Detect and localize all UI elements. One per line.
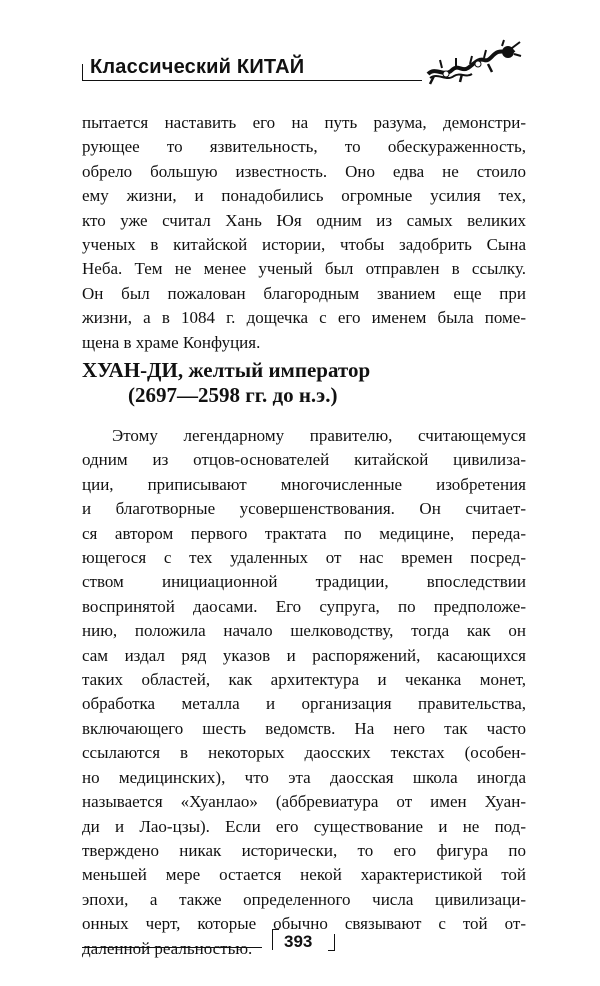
paragraph-line: онных черт, которые обычно связывают с той от-	[82, 914, 526, 934]
paragraph-line: одним из отцов-основателей китайской цивилиза-	[82, 450, 526, 470]
header-tick	[82, 64, 83, 81]
paragraph-2	[82, 424, 526, 961]
running-header	[82, 50, 522, 84]
page-number-bracket-right	[328, 934, 335, 951]
page-footer	[82, 918, 526, 958]
dragon-icon	[422, 38, 522, 88]
paragraph-line: ди и Лао-цзы). Если его существование и не под-	[82, 816, 526, 836]
paragraph-line: ему жизни, и понадобились огромные усилия тех,	[82, 186, 526, 206]
paragraph-line: ученых в китайской истории, чтобы задобрить Сына	[82, 235, 526, 255]
paragraph-line: тверждено никак исторически, то его фигура по	[82, 840, 526, 860]
paragraph-line: ся автором первого трактата по медицине, переда-	[82, 523, 526, 543]
header-rule	[82, 80, 422, 81]
paragraph-line: но медицинских), что эта даосская школа иногда	[82, 767, 526, 787]
paragraph-line: таких областей, как архитектура и чеканка монет,	[82, 670, 526, 690]
paragraph-line: нию, положила начало шелководству, тогда как он	[82, 621, 526, 641]
paragraph-line: ством инициационной традиции, впоследствии	[82, 572, 526, 592]
paragraph-line: воспринятой даосами. Его супруга, по предположе-	[82, 596, 526, 616]
section-title: ХУАН-ДИ, желтый император	[82, 358, 371, 382]
page-number: 393	[284, 932, 313, 951]
paragraph-line: Этому легендарному правителю, считающемуся	[112, 426, 526, 445]
paragraph-line: щена в храме Конфуция.	[82, 332, 261, 352]
paragraph-line: ции, приписывают многочисленные изобретения	[82, 474, 526, 494]
paragraph-line: ющегося с тех удаленных от нас времен посред-	[82, 548, 526, 568]
paragraph-line: обработка металла и организация правительства,	[82, 694, 526, 714]
paragraph-line: кто уже считал Хань Юя одним из самых великих	[82, 210, 526, 230]
paragraph-line: пытается наставить его на путь разума, демонстри-	[82, 113, 526, 132]
paragraph-line: и благотворные усовершенствования. Он считает-	[82, 499, 526, 519]
paragraph-line: включающего шесть ведомств. На него так часто	[82, 718, 526, 738]
paragraph-line: сам издал ряд указов и распоряжений, касающихся	[82, 645, 526, 665]
section-dates: (2697—2598 гг. до н.э.)	[128, 383, 338, 407]
footer-rule	[82, 947, 262, 948]
paragraph-line: называется «Хуанлао» (аббревиатура от имен Хуан-	[82, 792, 526, 812]
paragraph-line: эпохи, а также определенного числа цивилизаци-	[82, 889, 526, 909]
paragraph-line: жизни, а в 1084 г. дощечка с его именем была поме-	[82, 308, 526, 328]
paragraph-1	[82, 111, 526, 355]
paragraph-line: Он был пожалован благородным званием еще при	[82, 283, 526, 303]
paragraph-line: рующее то язвительность, то обескураженность,	[82, 137, 526, 157]
paragraph-line: ссылаются в некоторых даосских текстах (особен-	[82, 743, 526, 763]
paragraph-line: меньшей мере остается некой характеристикой той	[82, 865, 526, 885]
running-header-title: Классический КИТАЙ	[90, 56, 305, 78]
paragraph-line: Неба. Тем не менее ученый был отправлен в ссылку.	[82, 259, 526, 279]
paragraph-line: обрело большую известность. Оно едва не стоило	[82, 161, 526, 181]
paragraph-line: даленной реальностью.	[82, 938, 253, 958]
section-heading	[82, 358, 370, 408]
